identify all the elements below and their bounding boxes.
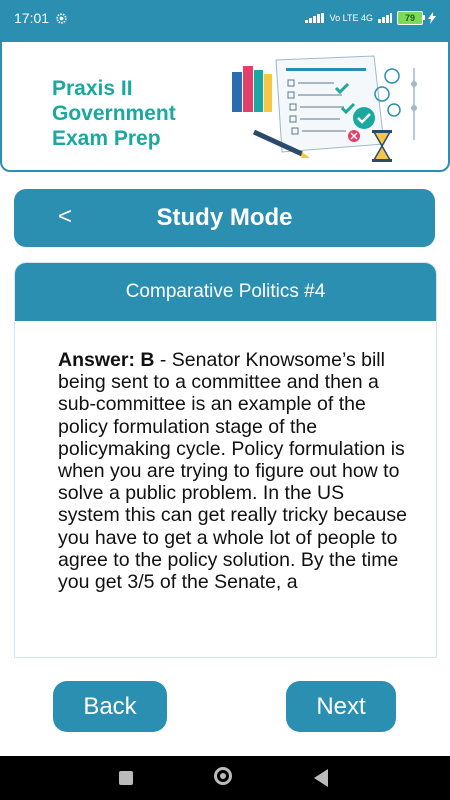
back-chevron-icon[interactable]: < [58,203,73,230]
status-right [305,11,436,25]
status-left [14,10,68,26]
app-banner [0,36,450,172]
battery-level: 79 [404,13,415,23]
page-title: Study Mode [156,204,293,231]
status-time: 17:01 [14,10,50,26]
app-title-line-2: Government [52,102,176,125]
battery-icon [397,11,423,25]
settings-gear-icon [55,12,68,25]
question-card[interactable] [14,262,437,658]
back-button[interactable]: Back [53,681,167,732]
home-icon[interactable] [214,767,232,785]
app-title-line-3: Exam Prep [52,127,161,150]
recents-icon[interactable] [119,771,133,785]
system-nav-bar [0,756,450,800]
exam-illustration-icon [224,48,424,170]
answer-text: Senator Knowsome’s bill being sent to a committee and then a sub-committee is an example of the policy formulation stage of the policymaking cycle. Policy formulation is when you are trying to figure out how to solve a public problem. In the US system this can get really tricky because you have to get a whole lot of people to agree to the policy solution. By the time you get 3/5 of the Senate, a [58,349,407,594]
network-type: Vo LTE 4G [329,13,373,23]
charging-bolt-icon [428,12,436,24]
app-title-line-1: Praxis II [52,77,133,100]
question-heading: Comparative Politics #4 [15,263,436,321]
status-bar [0,0,450,36]
back-triangle-icon[interactable] [314,769,328,787]
app-title [52,76,222,151]
answer-separator: - [154,349,172,371]
study-mode-header [14,189,435,247]
next-button[interactable]: Next [286,681,396,732]
answer-explanation [58,349,408,593]
signal-icon [305,13,325,23]
signal-icon-2 [378,13,392,23]
answer-label: Answer: B [58,349,155,371]
